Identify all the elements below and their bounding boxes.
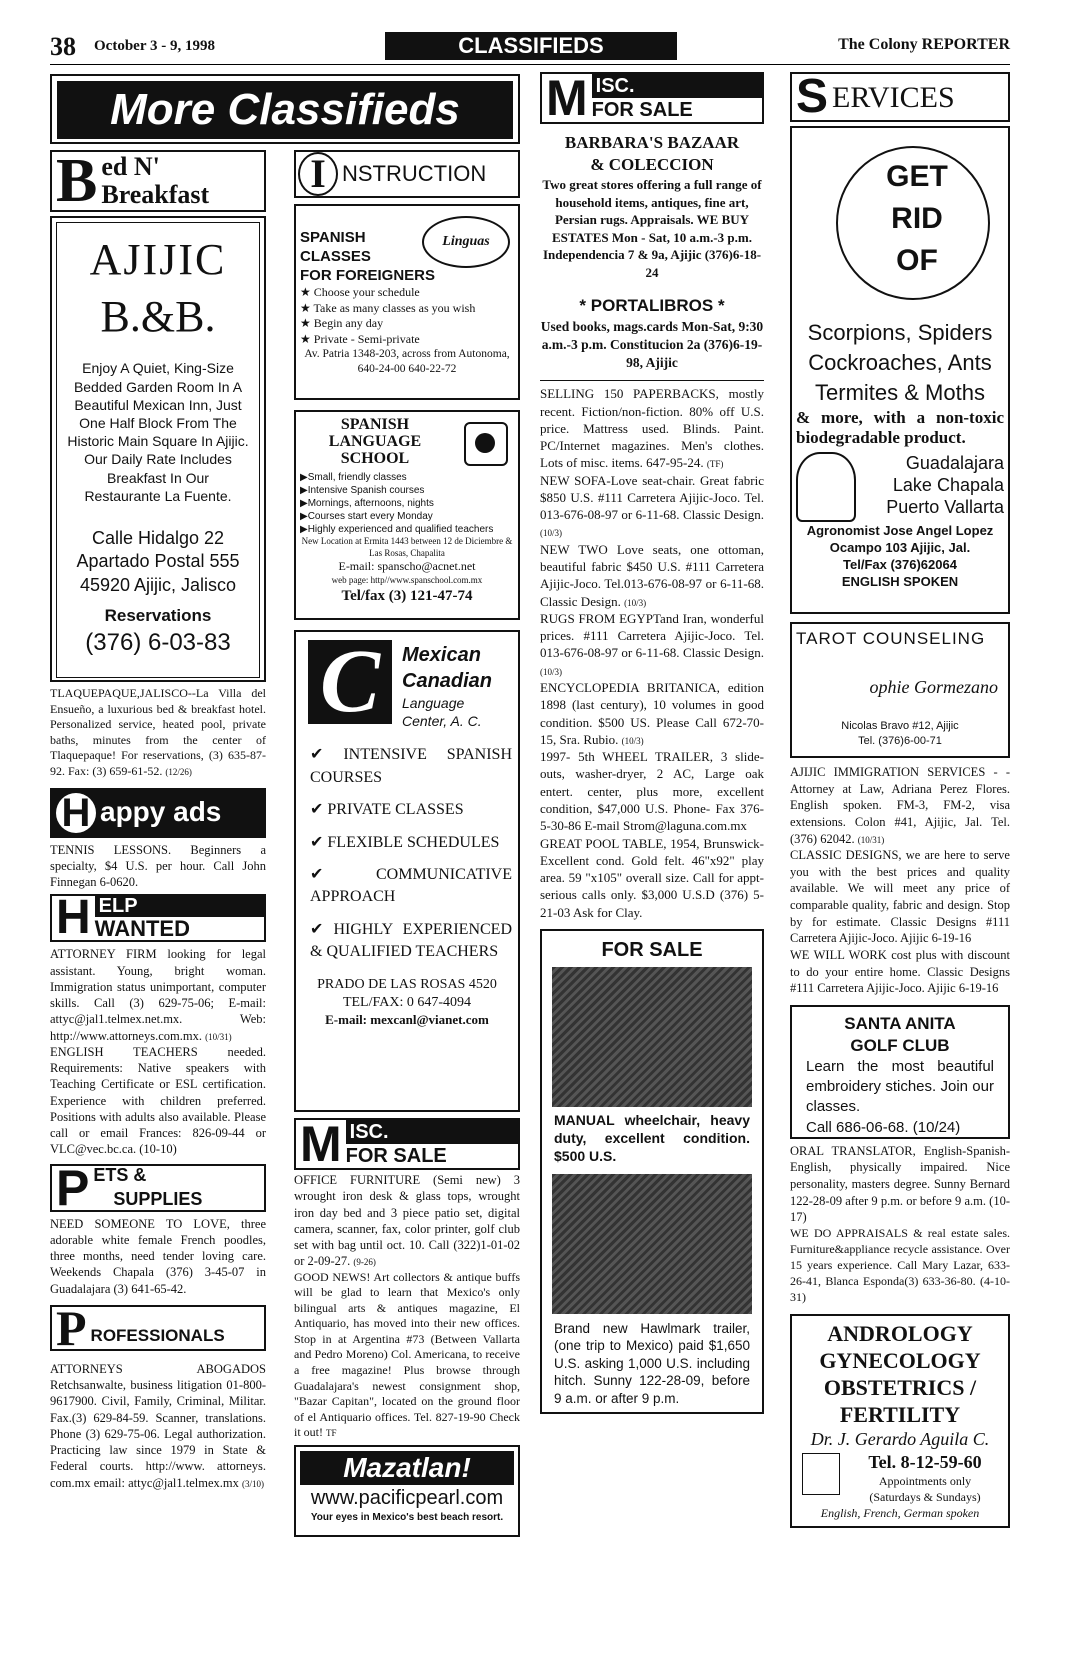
golf-title1: SANTA ANITA	[844, 1013, 956, 1033]
list-item	[294, 1172, 520, 1270]
wheelchair-text: MANUAL wheelchair, heavy duty, excellent condition. $500 U.S.	[554, 1111, 750, 1165]
bnb-word: ed N' Breakfast	[101, 152, 210, 209]
pets-letter: P	[56, 1159, 90, 1216]
more-classifieds-banner	[50, 74, 520, 144]
misc-top-word1: ISC.	[592, 74, 762, 98]
sls-email: E-mail: spanscho@acnet.net	[338, 559, 476, 574]
misc-top-letter: M	[546, 70, 588, 126]
andro-l1: ANDROLOGY	[827, 1320, 973, 1346]
sls-title: SPANISH LANGUAGE SCHOOL	[328, 416, 422, 467]
list-item	[790, 1143, 1010, 1226]
services-letter: S	[796, 70, 829, 123]
mexican-canadian-ad	[294, 630, 520, 1112]
pest-lang: ENGLISH SPOKEN	[841, 574, 959, 589]
english-teachers-text: ENGLISH TEACHERS needed. Requirements: Native speakers with Teaching Certificate or ESL certification. Experience with children preferred. Positions with adults also available. Please call or email Frances: 826-09-44 or VLC@vec.bc.ca. (10-10)	[50, 1044, 266, 1157]
office-furniture-text: OFFICE FURNITURE (Semi new) 3 wrought iron desk & glass tops, wrought iron day bed and 3 piece patio set, digital camera, scanner, fax, color printer, golf club set with bag until oct. 10. Call (322)1-01-02 or 2-09-27.	[294, 1173, 520, 1269]
sc-title1: SPANISH	[300, 229, 366, 246]
andro-l4: FERTILITY	[839, 1401, 961, 1427]
mcla-sub1: Language	[402, 695, 465, 711]
pests-line2: Cockroaches, Ants	[808, 350, 992, 375]
pets-word2: SUPPLIES	[113, 1188, 203, 1209]
list-item	[294, 1270, 520, 1442]
attorneys-tag: (3/10)	[242, 1478, 265, 1489]
misc-letter: M	[300, 1116, 342, 1172]
list-item: NEW SOFA-Love seat-chair. Great fabric $850 U.S. #111 Carretera Ajijic-Joco. Tel. 013-676-08-97 or 6-11-68. Classic Design. (10/3)	[540, 472, 764, 539]
ajijic-addr3: 45920 Ajijic, Jalisco	[79, 574, 237, 595]
appraisals-text: WE DO APPRAISALS & real estate sales. Furniture&appliance recycle assistance. Over 15 years experience. Call Mary Lazar, 633-26-41, Blanca Esponda(3) 633-36-80. (4-10-31)	[790, 1225, 1010, 1304]
list-item	[50, 946, 266, 1044]
list-item: NEW TWO Love seats, one ottoman, beautiful fabric $450 U.S. #111 Carretera Ajijic-Joco. Tel.013-676-08-97 or 6-11-68. Classic Design. (10/3)	[540, 541, 764, 609]
instruction-heading	[294, 150, 520, 198]
list-item	[790, 847, 1010, 947]
tarot-signature: ophie Gormezano	[869, 677, 998, 698]
list-item	[50, 842, 266, 891]
for-sale-photo-ad	[540, 929, 764, 1414]
sls-bullet-5: ▶Highly experienced and qualified teachers	[300, 524, 494, 535]
andro-tel: Tel. 8-12-59-60	[868, 1452, 982, 1473]
golf-call: Call 686-06-68.	[806, 1118, 909, 1136]
mcla-addr: PRADO DE LAS ROSAS 4520	[317, 976, 497, 992]
list-item: ✔ PRIVATE CLASSES	[310, 801, 464, 819]
barbara-body: Two great stores offering a full range of household items, antiques, fine art, Persian rugs. Appraisals. WE BUY ESTATES Mon - Sat, 10 a.m.-3 p.m. Independencia 7 & 9a, Ajijic (376)6-18-24	[542, 177, 762, 280]
list-item: GREAT POOL TABLE, 1954, Brunswick- Excellent cond. Gold felt. 46"x92" play area. 59 "x105" overall size. Call for appt-serious calls only. $3,000 U.S.D (376) 5-21-03 Ask for Clay.	[540, 835, 764, 920]
prof-word: ROFESSIONALS	[90, 1325, 225, 1345]
list-item: ✔ INTENSIVE SPANISH COURSES	[310, 746, 512, 786]
ajijic-phone: (376) 6-03-83	[85, 629, 231, 657]
sls-bullet-3: ▶Mornings, afternoons, nights	[300, 498, 434, 509]
tlaquepaque-tag: (12/26)	[165, 766, 192, 777]
sls-bullet-4: ▶Courses start every Monday	[300, 511, 433, 522]
banner-text: More Classifieds	[57, 81, 513, 139]
pets-heading	[50, 1159, 266, 1216]
section-title: CLASSIFIEDS	[385, 32, 677, 60]
attorney-firm-text: ATTORNEY FIRM looking for legal assistant. Young, bright woman. Immigration status unimportant, computer skills. Call (3) 629-75-06; E-mail: attyc@jal1.telmex.net.mx. Web: http://www.attorneys.com.mx.	[50, 947, 266, 1043]
tarot-addr: Nicolas Bravo #12, Ajijic	[841, 720, 959, 733]
portalibros-title: * PORTALIBROS *	[579, 296, 725, 316]
get-text: GET	[886, 160, 948, 193]
sc-bullet-2: ★ Take as many classes as you wish	[300, 300, 476, 315]
pest-control-ad	[790, 126, 1010, 614]
help-word1: ELP	[95, 895, 264, 917]
help-word2: WANTED	[94, 916, 190, 942]
sc-addr: Av. Patria 1348-203, across from Autonoma, 640-24-00 640-22-72	[304, 348, 510, 376]
mcla-list	[302, 744, 512, 963]
attorney-firm-tag: (10/31)	[205, 1031, 232, 1042]
for-sale-title: FOR SALE	[601, 938, 703, 961]
mazatlan-url: www.pacificpearl.com	[310, 1487, 504, 1510]
help-letter: H	[56, 891, 91, 945]
mazatlan-title: Mazatlan!	[300, 1451, 514, 1485]
paper-name: The Colony REPORTER	[838, 36, 1010, 53]
need-someone-text: NEED SOMEONE TO LOVE, three adorable white female French poodles, three months, need tender loving care. Weekends Chapala (376) 3-45-07 in Guadalajara (3) 641-65-42.	[50, 1216, 266, 1296]
sc-bullet-3: ★ Begin any day	[300, 316, 384, 331]
mcla-name2: Canadian	[402, 670, 493, 692]
barbara-title2: & COLECCION	[590, 155, 714, 175]
pests-line1: Scorpions, Spiders	[807, 320, 993, 345]
mcla-tel: TEL/FAX: 0 647-4094	[342, 994, 472, 1010]
andro-appt2: (Saturdays & Sundays)	[869, 1490, 981, 1505]
header-rule	[50, 64, 1010, 65]
pests-line3: Termites & Moths	[815, 380, 985, 405]
column-4	[790, 72, 1010, 1528]
spanish-language-school-ad	[294, 410, 520, 620]
pest-tel: Tel/Fax (376)62064	[843, 557, 957, 572]
golf-club-ad	[790, 1005, 1010, 1139]
sc-bullets	[300, 285, 514, 347]
list-item	[790, 1226, 1010, 1306]
list-item	[50, 1361, 266, 1491]
mazatlan-ad	[294, 1445, 520, 1537]
issue-date: October 3 - 9, 1998	[94, 38, 215, 54]
mcla-logo: C	[308, 640, 392, 724]
pest-agronomist: Agronomist Jose Angel Lopez	[806, 523, 994, 538]
instruction-letter: I	[298, 152, 338, 196]
mcla-name1: Mexican	[402, 644, 481, 666]
good-news-tag: TF	[326, 1428, 337, 1439]
barbara-ad	[540, 132, 764, 281]
spanish-classes-ad	[294, 204, 520, 400]
sls-tel: Tel/fax (3) 121-47-74	[341, 587, 473, 604]
list-item	[50, 1044, 266, 1158]
trailer-text: Brand new Hawlmark trailer, (one trip to Mexico) paid $1,650 U.S. asking 1,000 U.S. including hitch. Sunny 122-28-09, before 9 a.m. or after 9 p.m.	[554, 1320, 750, 1406]
ajijic-bnb-ad	[50, 216, 266, 682]
column-2	[294, 150, 520, 1537]
sc-title3: FOR FOREIGNERS	[300, 267, 436, 284]
help-wanted-heading	[50, 891, 266, 945]
page-number: 38	[50, 32, 76, 61]
sc-title2: CLASSES	[300, 248, 371, 265]
tarot-ad	[790, 622, 1010, 758]
linguas-logo: Linguas	[422, 216, 510, 268]
misc-for-sale-heading-top	[540, 72, 764, 124]
we-will-work-text: WE WILL WORK cost plus with discount to do your entire home. Classic Designs #111 Carretera Ajijic-Joco. Ajijic 6-19-16	[790, 947, 1010, 996]
misc-top-word2: FOR SALE	[591, 99, 693, 121]
andro-lang: English, French, German spoken	[820, 1505, 980, 1520]
services-heading	[790, 72, 1010, 122]
list-item: 1997- 5th WHEEL TRAILER, 3 slide-outs, washer-dryer, 2 AC, Large oak entert. center, plus more, excellent condition, $47,000 U.S. Phone- Fax 376-5-30-86 E-mail Strom@laguna.com.mx	[540, 749, 764, 834]
pest-addr: Ocampo 103 Ajijic, Jal.	[829, 540, 971, 555]
misc-for-sale-heading	[294, 1118, 520, 1170]
pest-illustration	[796, 132, 1004, 318]
bnb-title: B.&B.	[100, 292, 216, 342]
misc-word1: ISC.	[346, 1120, 518, 1144]
pest-city2: Lake Chapala	[892, 475, 1004, 495]
office-tag: (9-26)	[353, 1257, 376, 1268]
list-item: ✔ FLEXIBLE SCHEDULES	[310, 833, 500, 851]
pest-city3: Puerto Vallarta	[886, 497, 1004, 517]
list-item	[50, 686, 266, 780]
trailer-photo	[552, 1174, 752, 1314]
list-item	[790, 947, 1010, 997]
tarot-title: TAROT COUNSELING	[796, 629, 986, 648]
tarot-tel: Tel. (376)6-00-71	[858, 734, 942, 747]
barbara-title1: BARBARA'S BAZAAR	[564, 133, 740, 152]
andro-l2: GYNECOLOGY	[819, 1347, 981, 1373]
misc-items	[540, 380, 764, 921]
list-item: ✔ COMMUNICATIVE APPROACH	[310, 865, 512, 906]
tlaquepaque-text: TLAQUEPAQUE,JALISCO--La Villa del Ensueño, a luxurious bed & breakfast hotel. Personalized service, heated pool, private baths, minutes from the center of Tlaquepaque! For reservations, (3) 635-87-92. Fax: (3) 659-61-52.	[50, 686, 266, 778]
andrology-ad	[790, 1314, 1010, 1528]
golf-tag: (10/24)	[912, 1118, 961, 1136]
list-item	[790, 764, 1010, 847]
column-1	[50, 147, 266, 1491]
list-item: RUGS FROM EGYPTand Iran, wonderful prices. #111 Carretera Ajijic-Joco. Tel. 013-676-08-97 or 6-11-68. Classic Design. (10/3)	[540, 610, 764, 677]
immigration-tag: (10/31)	[857, 834, 885, 845]
bnb-heading	[50, 147, 266, 215]
happy-ads-heading	[50, 788, 266, 838]
sls-location: New Location at Ermita 1443 between 12 de Diciembre & Las Rosas, Chapalita	[301, 536, 513, 558]
oral-translator-text: ORAL TRANSLATOR, English-Spanish-English, physically impaired. Nice personality, masters degree. Sunny Bernard 122-28-09 after 9 p.m. or before 9 a.m. (10-17)	[790, 1143, 1010, 1225]
portalibros-body: Used books, mags.cards Mon-Sat, 9:30 a.m.-3 p.m. Constitucion 2a (376)6-19-98, Ajijic	[540, 318, 764, 370]
list-item: ✔ HIGHLY EXPERIENCED & QUALIFIED TEACHERS	[310, 920, 513, 961]
mazatlan-tag: Your eyes in Mexico's best beach resort.	[310, 1512, 504, 1524]
bnb-letter: B	[56, 147, 98, 215]
ajijic-title: AJIJIC	[89, 235, 227, 284]
golf-title2: GOLF CLUB	[850, 1035, 950, 1055]
attorneys-abogados-text: ATTORNEYS ABOGADOS Retchsanwalte, business litigation 01-800-9617900. Civil, Family, Criminal, Militar. Fax.(3) 629-84-59. Scanner, translations. Phone (3) 629-75-06. Legal authorization. Practicing law since 1979 in State & Federal courts. http://www. attorneys. com.mx email: attyc@jal1.telmex.mx	[50, 1361, 266, 1490]
sls-web: web page: http//www.spanschool.com.mx	[331, 574, 483, 585]
immigration-text: AJIJIC IMMIGRATION SERVICES - - Attorney at Law, Adriana Perez Flores. English spoken. FM-3, FM-2, visa extensions. Colon #41, Ajijic, Jal. Tel. (376) 62042.	[790, 765, 1010, 846]
professionals-heading	[50, 1299, 266, 1356]
sc-bullet-1: ★ Choose your schedule	[300, 285, 420, 299]
services-word: ERVICES	[832, 80, 955, 114]
sls-bullet-1: ▶Small, friendly classes	[300, 472, 407, 483]
sls-bullet-2: ▶Intensive Spanish courses	[300, 485, 425, 496]
andro-appt1: Appointments only	[878, 1474, 972, 1489]
sls-logo-icon	[464, 422, 508, 466]
list-item: SELLING 150 PAPERBACKS, mostly recent. Fiction/non-fiction. 80% off U.S. price. Mattress used. Blinds. Paint. PC/Internet magazines. Men's clothes. Lots of misc. items. 647-95-24. (TF)	[540, 386, 764, 471]
tennis-text: TENNIS LESSONS. Beginners a specialty, $4 U.S. per hour. Call John Finnegan 6-0620.	[50, 842, 266, 890]
rid-text: RID	[891, 202, 943, 235]
golf-body: Learn the most beautiful embroidery stiches. Join our classes.	[806, 1057, 994, 1116]
of-text: OF	[896, 244, 938, 277]
column-3	[540, 72, 764, 1414]
sc-bullet-4: ★ Private - Semi-private	[300, 331, 420, 346]
ajijic-body: Enjoy A Quiet, King-Size Bedded Garden Room In A Beautiful Mexican Inn, Just One Half Block From The Historic Main Square In Ajijic. Our Daily Rate Includes Breakfast In Our Restaurante La Fuente.	[67, 360, 249, 504]
list-item	[50, 1216, 266, 1297]
pest-city1: Guadalajara	[905, 453, 1004, 473]
instruction-word: NSTRUCTION	[342, 160, 487, 186]
ajijic-addr2: Apartado Postal 555	[76, 551, 240, 572]
mcla-email: E-mail: mexcanl@vianet.com	[325, 1011, 489, 1027]
good-news-text: GOOD NEWS! Art collectors & antique buffs will be glad to learn that Mexico's only bilingual arts & antiques magazine, El Antiquario, has moved into their new offices. Stop in at Argentina #73 (Between Vallarta and Pedro Moreno) Col. Americana, to receive a free magazine! Plus browse through Guadalajara's newest consignment shop, "Bazar Capitan", located on the ground floor of el Antiquario offices. Tel. 827-19-90 Check it out!	[294, 1269, 520, 1440]
crest-icon	[802, 1453, 840, 1495]
happy-letter: H	[56, 793, 96, 833]
pest-more: & more, with a non-toxic biodegradable product.	[796, 408, 1004, 447]
wheelchair-photo	[552, 967, 752, 1107]
misc-word2: FOR SALE	[345, 1145, 447, 1167]
leaf-icon	[796, 452, 856, 522]
list-item: ENCYCLOPEDIA BRITANICA, edition 1898 (last century), 10 volumes in good condition. $500 US. Please Call 672-70-15, Sra. Rubio. (10/3)	[540, 680, 764, 747]
portalibros-ad	[540, 295, 764, 372]
ajijic-addr1: Calle Hidalgo 22	[91, 527, 225, 548]
prof-letter: P	[56, 1299, 87, 1356]
pets-word1: ETS &	[93, 1165, 147, 1186]
happy-word: appy ads	[100, 796, 222, 828]
ajijic-reservations: Reservations	[104, 606, 212, 626]
classic-designs-text: CLASSIC DESIGNS, we are here to serve you with the best prices and quality available. We will meet any price of comparable quality, fabric and design. Stop by for estimate. Classic Designs #111 Carretera Ajijic-Joco. Ajijic 6-19-16	[790, 848, 1010, 946]
mcla-sub2: Center, A. C.	[402, 713, 482, 730]
andro-dr: Dr. J. Gerardo Aguila C.	[810, 1428, 990, 1449]
andro-l3: OBSTETRICS /	[823, 1374, 977, 1400]
